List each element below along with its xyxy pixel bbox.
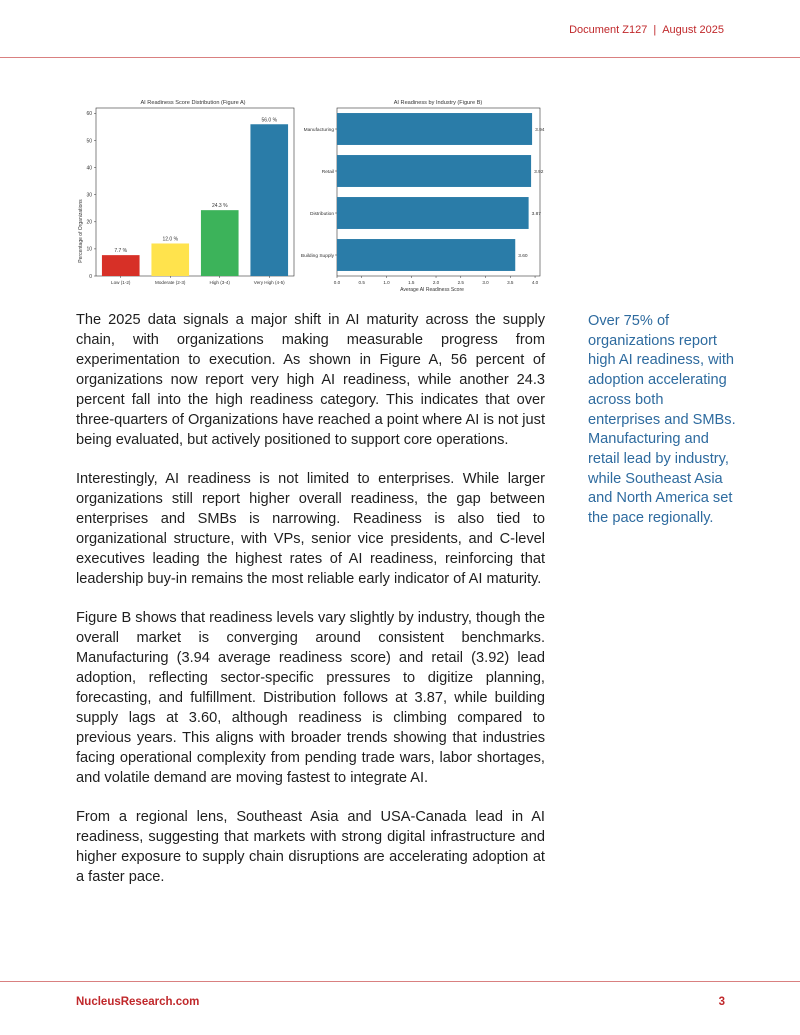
figure-a-ytick-label: 40: [86, 165, 92, 172]
figure-b-title: AI Readiness by Industry (Figure B): [393, 100, 483, 106]
footer-site-link[interactable]: NucleusResearch.com: [76, 996, 200, 1008]
figure-b-xtick-label: 0.0: [333, 280, 341, 285]
figure-a-svg: [78, 96, 298, 296]
figure-b-xtick-label: 1.0: [383, 280, 390, 285]
figure-b-xtick-label: 3.5: [507, 280, 514, 285]
figure-a-chart: [78, 96, 298, 296]
figure-a-category-label: Low (1-2): [111, 280, 131, 285]
figure-a-value-label: 7.7 %: [114, 248, 128, 255]
sidebar-callout: Over 75% of organizations report high AI readiness, with adoption accelerating across both enterprises and SMBs. Manufacturing and retail lead by industry, while Southeast Asia and North America set the pace regionally.: [588, 313, 736, 527]
figure-b-xlabel: Average AI Readiness Score: [400, 287, 464, 293]
footer-rule: [0, 981, 800, 982]
figure-b-value-label: 3.94: [535, 127, 545, 133]
header-separator: |: [653, 24, 657, 36]
figure-a-value-label: 24.3 %: [211, 203, 228, 210]
figure-a-ytick-label: 50: [86, 138, 92, 145]
figure-b-value-label: 3.60: [518, 253, 528, 259]
figure-a-category-label: Moderate (2-3): [155, 280, 186, 285]
figure-b-value-label: 3.92: [534, 169, 544, 175]
page-number: 3: [718, 996, 725, 1008]
figure-b-chart: [298, 96, 548, 296]
figure-a-ytick-label: 60: [86, 111, 92, 118]
figure-a-value-label: 12.0 %: [162, 236, 179, 243]
figure-a-bar: [102, 255, 140, 276]
figure-b-bar: [337, 239, 515, 271]
figure-b-xtick-label: 1.5: [408, 280, 415, 285]
figure-b-bar: [337, 197, 529, 229]
figure-a-category-label: Very High (4-5): [253, 280, 285, 285]
figure-b-value-label: 3.87: [531, 211, 541, 217]
figure-b-xtick-label: 2.0: [432, 280, 440, 285]
figure-b-bar: [337, 155, 531, 187]
article-body: [76, 310, 545, 906]
figure-b-category-label: Distribution: [310, 211, 334, 217]
document-date: August 2025: [662, 24, 724, 36]
figure-b-xtick-label: 4.0: [531, 280, 539, 285]
figure-a-ytick-label: 10: [86, 246, 92, 253]
figure-b-category-label: Building Supply: [300, 253, 334, 259]
figure-a-bar: [201, 210, 239, 276]
figure-a-ytick-label: 0: [89, 273, 92, 280]
body-paragraph-4: From a regional lens, Southeast Asia and USA-Canada lead in AI readiness, suggesting that markets with strong digital infrastructure and higher exposure to supply chain disruptions are accelerating adoption at a faster pace.: [76, 809, 545, 885]
figure-a-value-label: 56.0 %: [261, 117, 278, 124]
figure-b-category-label: Retail: [321, 169, 334, 175]
figure-a-ytick-label: 20: [86, 219, 92, 226]
figure-b-bar: [337, 113, 532, 145]
header-rule: [0, 57, 800, 58]
figure-b-category-label: Manufacturing: [303, 127, 334, 133]
document-id: Document Z127: [569, 24, 648, 36]
figure-a-category-label: High (3-4): [209, 280, 230, 285]
body-paragraph-2: Interestingly, AI readiness is not limited to enterprises. While larger organizations still report higher overall readiness, the gap between enterprises and SMBs is narrowing. Readiness is also tied to organizational structure, with VPs, senior vice presidents, and C-level executives leading the highest rates of AI readiness, reinforcing that leadership buy-in remains the most reliable early indicator of AI maturity.: [76, 471, 545, 587]
figure-b-svg: [298, 96, 548, 296]
body-paragraph-3: Figure B shows that readiness levels vary slightly by industry, though the overall market is converging around consistent benchmarks. Manufacturing (3.94 average readiness score) and retail (3.92) lead adoption, reflecting sector-specific pressures to digitize planning, forecasting, and fulfillment. Distribution follows at 3.87, while building supply lags at 3.60, although readiness is climbing compared to previous years. This aligns with broader trends showing that industries facing operational complexity from pending trade wars, labor shortages, and volatile demand are moving fastest to integrate AI.: [76, 610, 545, 786]
figure-a-bar: [250, 124, 288, 276]
page-header: [569, 24, 724, 36]
figure-a-ylabel: Percentage of Organizations: [78, 199, 84, 263]
figure-b-xtick-label: 0.5: [358, 280, 365, 285]
figure-a-ytick-label: 30: [86, 192, 92, 199]
figure-b-xtick-label: 2.5: [457, 280, 464, 285]
figure-a-bar: [151, 243, 189, 276]
body-paragraph-1: The 2025 data signals a major shift in AI maturity across the supply chain, with organizations making measurable progress from experimentation to execution. As shown in Figure A, 56 percent of organizations now report very high AI readiness, while another 24.3 percent fall into the high readiness category. This indicates that over three-quarters of Organizations have reached a point where AI is not just being evaluated, but actively positioned to support core operations.: [76, 312, 545, 448]
figure-a-title: AI Readiness Score Distribution (Figure A): [140, 100, 246, 106]
figure-b-xtick-label: 3.0: [482, 280, 489, 285]
